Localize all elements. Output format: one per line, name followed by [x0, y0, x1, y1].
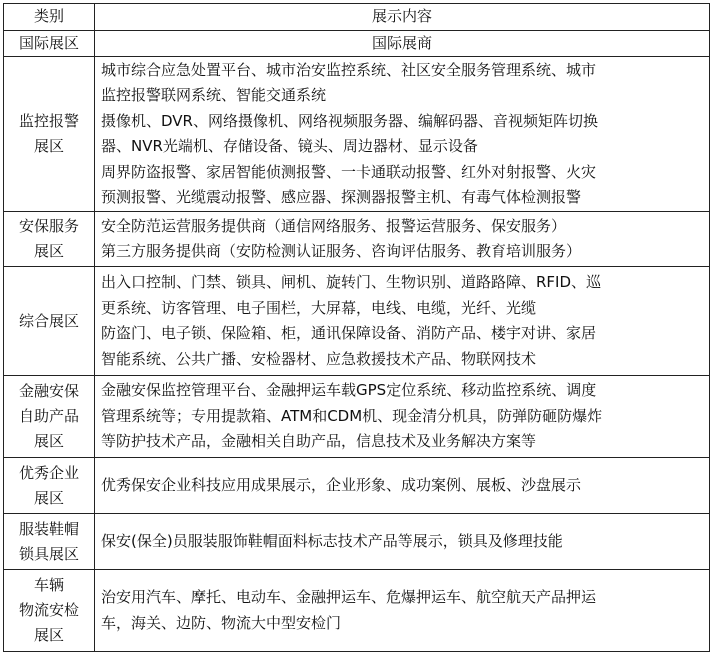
table-row: [4, 570, 710, 652]
content-line: 智能系统、公共广播、安检器材、应急救援技术产品、物联网技术: [101, 349, 537, 368]
content-line: 防盗门、电子锁、保险箱、柜，通讯保障设备、消防产品、楼宇对讲、家居: [101, 324, 597, 342]
category-cell: [4, 212, 95, 267]
category-line: 综合展区: [18, 311, 79, 330]
category-cell: [4, 458, 95, 514]
table-row: [4, 57, 710, 212]
table-row: [4, 514, 710, 570]
header-category-cell: 类别: [4, 4, 95, 31]
category-line: 监控报警: [18, 112, 79, 130]
content-line: 出入口控制、门禁、锁具、闸机、旋转门、生物识别、道路路障、RFID、巡: [101, 273, 602, 291]
content-line: 预测报警、光缆震动报警、感应器、探测器报警主机、有毒气体检测报警: [101, 188, 582, 206]
category-cell: [4, 267, 95, 376]
category-line: 锁具展区: [18, 544, 79, 563]
table-row: [4, 458, 710, 514]
content-line: 治安用汽车、摩托、电动车、金融押运车、危爆押运车、航空航天产品押运: [101, 588, 597, 606]
content-cell: [95, 514, 710, 570]
content-line: 等防护技术产品，金融相关自助产品，信息技术及业务解决方案等: [101, 432, 537, 451]
category-cell: [4, 570, 95, 652]
category-line: 优秀企业: [18, 463, 79, 482]
content-line: 金融安保监控管理平台、金融押运车载GPS定位系统、移动监控系统、调度: [101, 381, 597, 400]
table-row: [4, 30, 710, 57]
category-line: 展区: [33, 137, 64, 155]
content-line: 管理系统等；专用提款箱、ATM和CDM机、现金清分机具，防弹防砸防爆炸: [101, 406, 603, 425]
content-cell: [95, 267, 710, 376]
content-line: 车，海关、边防、物流大中型安检门: [101, 613, 342, 632]
header-content-cell: 展示内容: [95, 4, 710, 31]
category-line: 车辆: [33, 576, 64, 594]
category-line: 展区: [33, 488, 64, 507]
table-row: [4, 267, 710, 376]
content-line: 监控报警联网系统、智能交通系统: [101, 86, 327, 104]
category-line: 国际展区: [18, 33, 79, 52]
category-line: 展区: [33, 242, 64, 260]
table-header-row: [4, 4, 710, 31]
content-line: 摄像机、DVR、网络摄像机、网络视频服务器、编解码器、音视频矩阵切换: [101, 111, 598, 130]
category-line: 展区: [33, 626, 64, 644]
content-cell: [95, 376, 710, 458]
table-row: [4, 212, 710, 267]
category-cell: [4, 57, 95, 212]
content-cell: [95, 458, 710, 514]
content-line: 第三方服务提供商（安防检测认证服务、咨询评估服务、教育培训服务）: [101, 242, 582, 260]
table-row: [4, 376, 710, 458]
category-line: 金融安保: [18, 382, 79, 400]
content-line: 器、NVR光端机、存储设备、镜头、周边器材、显示设备: [101, 137, 478, 155]
content-cell: [95, 212, 710, 267]
exhibit-category-table: [3, 3, 710, 652]
content-line: 周界防盗报警、家居智能侦测报警、一卡通联动报警、红外对射报警、火灾: [101, 162, 597, 181]
category-cell: [4, 30, 95, 57]
exhibit-table-wrapper: [3, 3, 710, 652]
content-line: 更系统、访客管理、电子围栏，大屏幕，电线、电缆，光纤、光缆: [101, 298, 537, 317]
content-line: 优秀保安企业科技应用成果展示，企业形象、成功案例、展板、沙盘展示: [101, 475, 582, 494]
content-line: 国际展商: [371, 33, 432, 52]
category-line: 安保服务: [18, 217, 79, 235]
category-cell: [4, 376, 95, 458]
content-cell: [95, 30, 710, 57]
content-line: 安全防范运营服务提供商（通信网络服务、报警运营服务、保安服务）: [101, 216, 567, 235]
category-cell: [4, 514, 95, 570]
content-cell: [95, 57, 710, 212]
category-line: 物流安检: [18, 601, 79, 619]
content-line: 保安(保全)员服装服饰鞋帽面料标志技术产品等展示，锁具及修理技能: [101, 531, 563, 550]
category-line: 展区: [33, 432, 64, 450]
category-line: 自助产品: [18, 407, 79, 425]
category-line: 服装鞋帽: [18, 519, 79, 538]
content-line: 城市综合应急处置平台、城市治安监控系统、社区安全服务管理系统、城市: [101, 60, 597, 79]
content-cell: [95, 570, 710, 652]
